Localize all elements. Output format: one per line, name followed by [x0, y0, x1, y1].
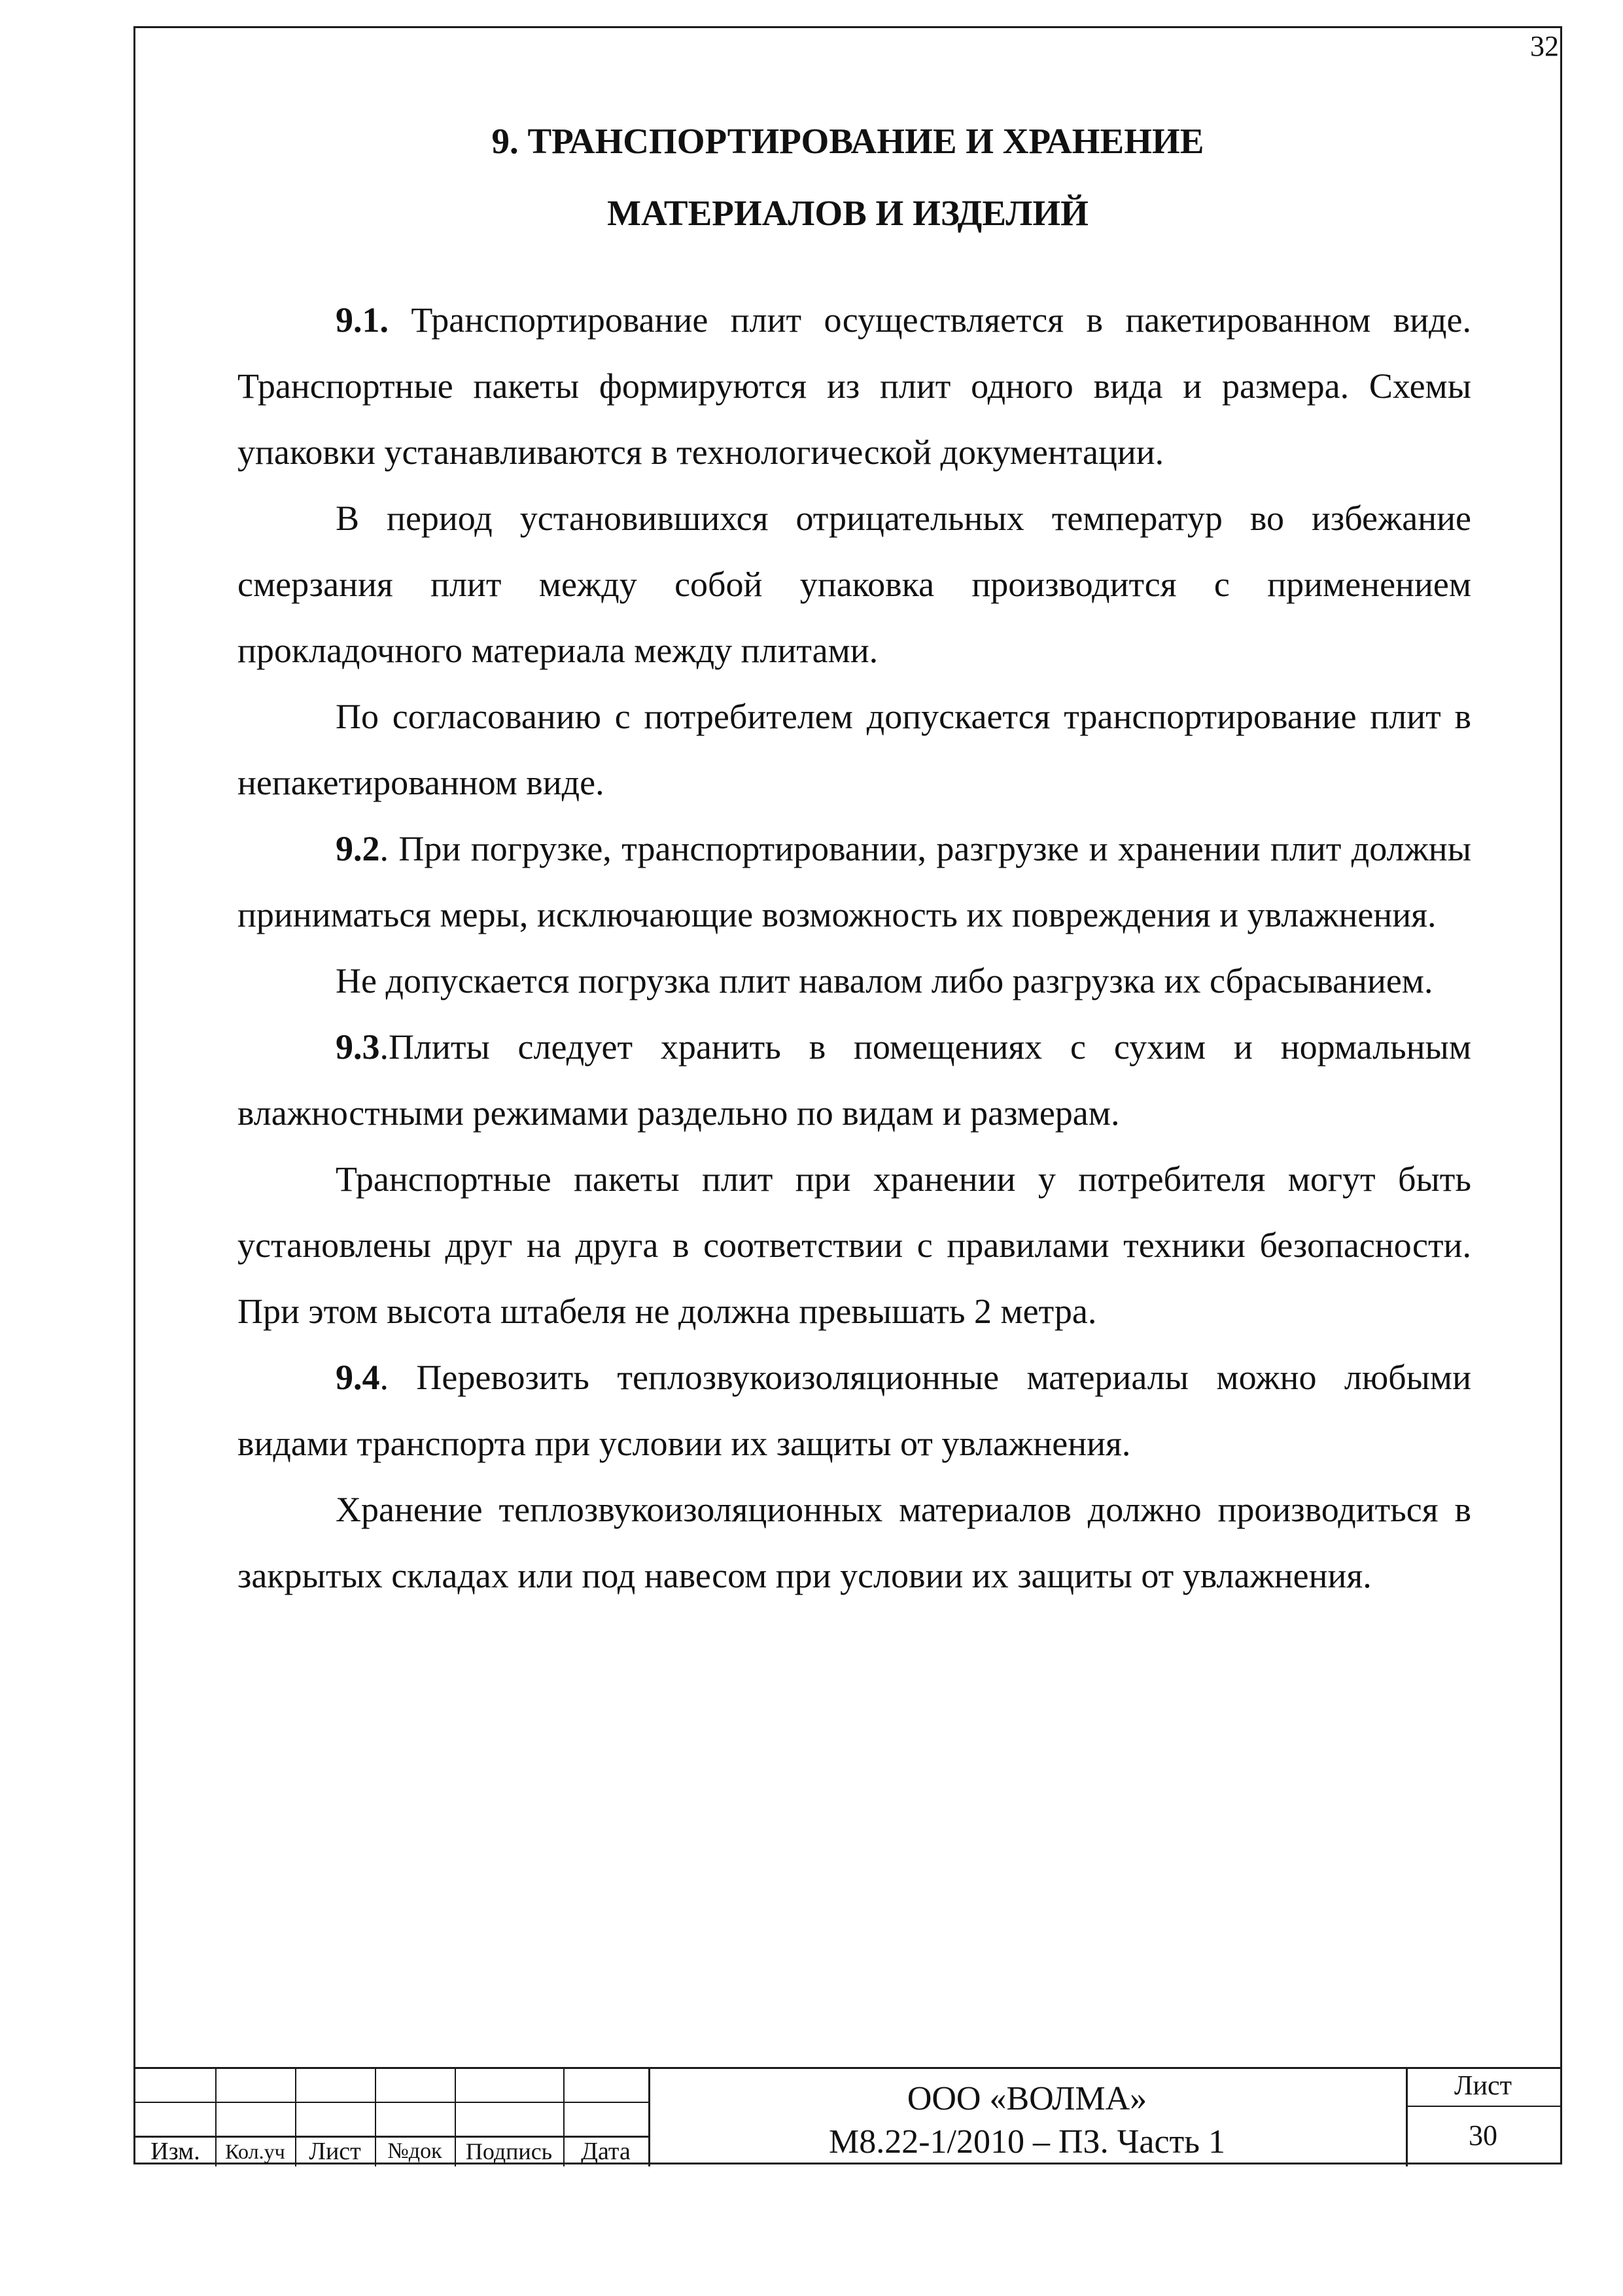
heading-line-1: 9. ТРАНСПОРТИРОВАНИЕ И ХРАНЕНИЕ [491, 121, 1204, 161]
stamp-row-line [135, 2102, 648, 2103]
heading-line-2: МАТЕРИАЛОВ И ИЗДЕЛИЙ [607, 193, 1089, 233]
paragraph [237, 816, 1471, 948]
paragraph [237, 287, 1471, 486]
sheet-label: Лист [1454, 2071, 1512, 2101]
organization-name: ООО «ВОЛМА» [907, 2080, 1147, 2117]
document-body [237, 287, 1471, 1609]
stamp-col-list: Лист [309, 2138, 361, 2165]
top-page-number: 32 [1530, 30, 1559, 62]
paragraph [237, 486, 1471, 684]
paragraph-text: . При погрузке, транспортировании, разгрузке и хранении плит должны приниматься меры, исключающие возможность их повреждения и увлажнения. [237, 829, 1471, 934]
paragraph-text: Транспортирование плит осуществляется в пакетированном виде. Транспортные пакеты формируются из плит одного вида и размера. Схемы упаковки устанавливаются в технологической документации. [237, 300, 1471, 472]
stamp-col-kol-uch: Кол.уч [225, 2140, 285, 2163]
paragraph-text: Не допускается погрузка плит навалом либо разгрузка их сбрасыванием. [336, 961, 1433, 1000]
paragraph-text: Хранение теплозвукоизоляционных материалов должно производиться в закрытых складах или под навесом при условии их защиты от увлажнения. [237, 1490, 1471, 1595]
paragraph [237, 948, 1471, 1014]
paragraph [237, 684, 1471, 816]
document-code: М8.22-1/2010 – ПЗ. Часть 1 [829, 2123, 1225, 2161]
clause-number: 9.3 [336, 1027, 380, 1067]
paragraph [237, 1477, 1471, 1609]
title-block [135, 2067, 1560, 2166]
stamp-col-data: Дата [581, 2138, 631, 2165]
paragraph-text: В период установившихся отрицательных температур во избежание смерзания плит между собой упаковка производится с применением прокладочного материала между плитами. [237, 499, 1471, 670]
clause-number: 9.4 [336, 1358, 380, 1397]
clause-number: 9.2 [336, 829, 380, 868]
clause-number: 9.1. [336, 300, 389, 340]
paragraph [237, 1345, 1471, 1477]
stamp-col-izm: Изм. [150, 2138, 200, 2165]
paragraph-text: . Перевозить теплозвукоизоляционные материалы можно любыми видами транспорта при условии их защиты от увлажнения. [237, 1358, 1471, 1463]
page-frame [133, 26, 1562, 2164]
stamp-col-ndok: №док [387, 2139, 442, 2163]
paragraph [237, 1014, 1471, 1146]
paragraph-text: Транспортные пакеты плит при хранении у потребителя могут быть установлены друг на друга в соответствии с правилами техники безопасности. При этом высота штабеля не должна превышать 2 метра. [237, 1159, 1471, 1331]
stamp-row-line [1406, 2106, 1560, 2107]
paragraph-text: .Плиты следует хранить в помещениях с сухим и нормальным влажностными режимами раздельно по видам и размерам. [237, 1027, 1471, 1133]
section-heading [135, 105, 1560, 249]
sheet-number: 30 [1469, 2119, 1497, 2151]
paragraph [237, 1146, 1471, 1345]
paragraph-text: По согласованию с потребителем допускается транспортирование плит в непакетированном виде. [237, 697, 1471, 802]
stamp-col-podpis: Подпись [465, 2138, 553, 2164]
